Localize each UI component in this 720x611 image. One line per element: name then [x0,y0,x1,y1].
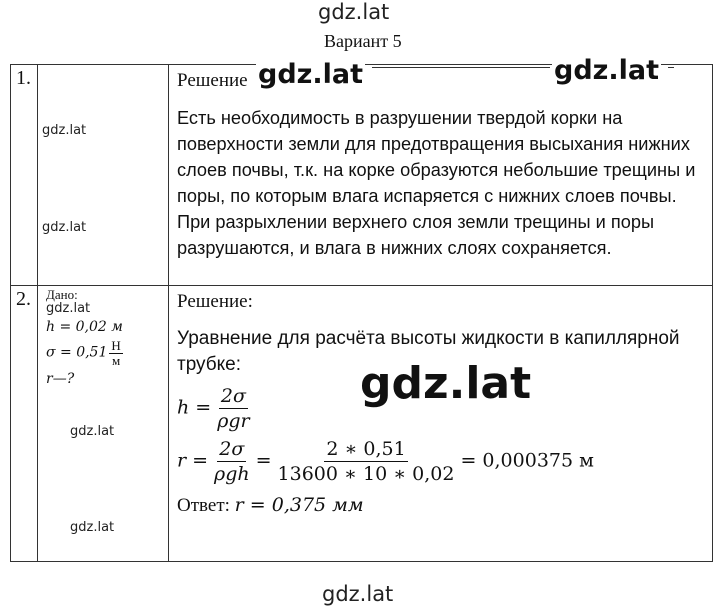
given-h: h = 0,02 м [46,319,123,335]
task2-heading: Решение: [177,291,253,312]
watermark-huge: gdz.lat [360,358,532,409]
variant-title: Вариант 5 [324,31,402,51]
task2-answer: Ответ: r = 0,375 мм [177,494,364,516]
task2-number-cell [11,286,38,562]
watermark-small: gdz.lat [70,424,115,439]
watermark-small: gdz.lat [70,520,115,535]
task-row-2 [11,286,713,562]
watermark-small: gdz.lat [42,123,87,138]
solution-table [10,64,713,562]
given-sigma: σ = 0,51 $\frac{Н}{м}$ [46,338,121,368]
given-label: Дано: [46,287,78,302]
watermark-small: gdz.lat [42,220,87,235]
watermark-line [668,67,674,68]
watermark-bottom: gdz.lat [322,582,394,606]
watermark-line [372,67,550,68]
watermark-top: gdz.lat [318,0,390,24]
watermark-large: gdz.lat [554,55,660,86]
task2-given-cell [38,286,169,562]
task1-text: Есть необходимость в разрушении твердой корки на поверхности земли для предотвращения высыхания нижних слоев почвы, т.к. на корке образуются небольшие трещины и поры, по которым влага испаряется с нижних слоев почвы. При разрыхлении верхнего слоя земли трещины и поры разрушаются, и влага в нижних слоях сохраняется. [177,108,696,258]
task2-intro: Уравнение для расчёта высоты жидкости в капиллярной трубке: [177,328,680,375]
given-find: r—? [46,371,75,387]
task2-solution-cell [169,286,713,562]
task1-number-cell [11,65,38,286]
equation-h: h = $\frac{2\sigma}{\text{ρgr}}$ [177,385,250,432]
task-row-1 [11,65,713,286]
watermark-large: gdz.lat [258,59,364,90]
watermark-small: gdz.lat [46,301,91,316]
task2-number: 2. [16,288,31,310]
task1-solution-cell [169,65,713,286]
task1-number: 1. [16,67,31,89]
task1-heading: Решение [177,70,248,91]
task1-given-cell [38,65,169,286]
equation-r: r = $\frac{2\sigma}{\text{ρgh}}$ = $\frac{2 ∗ 0,51}{13600 ∗ 10 ∗ 0,02}$ = 0,000375 м [177,438,594,485]
